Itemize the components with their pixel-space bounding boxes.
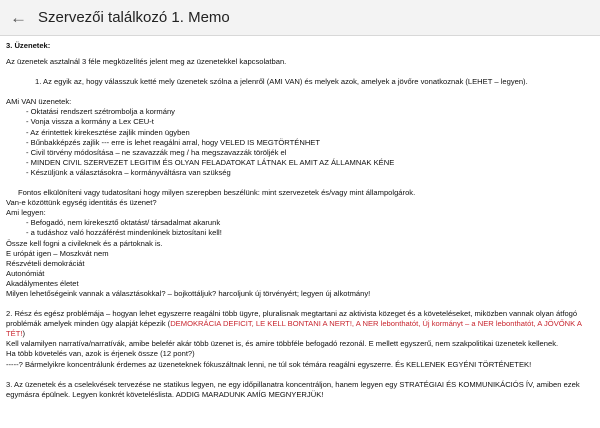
point-2-start: 2. Rész és egész problémája – hogyan lehet egyszerre reagálni több ügyre, pluralisnak megtartani az aktivista közeget és a követeléseket, miközben vannak olyan átfogó problémák amelyek minden ügy alapját képezik ( [6, 309, 578, 329]
text-line: Autonómiát [6, 268, 45, 278]
intro-text: Az üzenetek asztalnál 3 féle megközelítés jelent meg az üzenetekkel kapcsolatban. [6, 57, 287, 67]
van-e-text: Van-e közöttünk egység identitás és üzenet? [6, 198, 157, 208]
page-title: Szervezői találkozó 1. Memo [38, 9, 230, 26]
point-2-end: ) [22, 329, 25, 339]
point-2-highlight: DEMOKRÁCIA DEFICIT, LE KELL BONTANI A NERT!, A NER lebonthatót, Új kormányt – a NER lebonthatót, A JÖVŐNK A TÉT! [6, 319, 582, 339]
list-item: - Vonja vissza a kormány a Lex CEU-t [26, 117, 154, 127]
list-item: - Bűnbakképzés zajlik --- erre is lehet reagálni arral, hogy VELED IS MEGTÖRTÉNHET [26, 137, 321, 147]
memo-content [0, 36, 600, 428]
text-line: Ha több követelés van, azok is érjenek össze (12 pont?) [6, 349, 195, 359]
point-1: 1. Az egyik az, hogy válasszuk ketté mely üzenetek szólna a jelenről (AMI VAN) és melyek azok, amelyek a jövőre vonatkoznak (LEHET – legyen). [35, 77, 528, 87]
list-item: - a tudáshoz való hozzáférést mindenkinek biztosítani kell! [26, 228, 222, 238]
list-item: - Az érintettek kirekesztése zajlik minden ügyben [26, 127, 190, 137]
point-3: 3. Az üzenetek és a cselekvések tervezése ne statikus legyen, ne egy időpillanatra koncentráljon, hanem legyen egy STRATÉGIAI ÉS KOMMUNIKÁCIÓS ÍV, amiben ezek egymásra épülnek. Legyen konkrét követeléslista. ADDIG MARADUNK AMÍG MEGNYERJÜK! [6, 379, 580, 399]
text-line: Akadálymentes életet [6, 278, 79, 288]
ami-van-label: AMi VAN üzenetek: [6, 97, 72, 107]
fontos-text: Fontos elkülöníteni vagy tudatosítani hogy milyen szerepben beszélünk: mint szervezetek és/vagy mint állampolgárok. [18, 188, 416, 198]
list-item: - Oktatási rendszert szétrombolja a kormány [26, 107, 175, 117]
text-line: Milyen lehetőségeink vannak a választásokkal? – bojkottáljuk? harcoljunk új törvényért; legyen új alkotmány! [6, 288, 371, 298]
text-line: E urópát igen – Moszkvát nem [6, 248, 109, 258]
text-line: Részvételi demokráciát [6, 258, 85, 268]
list-item: - Civil törvény módosítása – ne szavazzák meg / ha megszavazzák töröljék el [26, 147, 287, 157]
text-line: -----? Bármelyikre koncentrálunk érdemes az üzeneteknek fókuszáltnak lenni, ne túl sok témára reagálni egyszerre. És KELLENEK EGYÉNI TÖRTÉNETEK! [6, 359, 532, 369]
list-item: - Befogadó, nem kirekesztő oktatást/ társadalmat akarunk [26, 218, 221, 228]
list-item: - MINDEN CIVIL SZERVEZET LEGITIM ÉS OLYAN FELADATOKAT LÁTNAK EL AMIT AZ ÁLLAMNAK KÉNE [26, 157, 395, 167]
app-header [0, 0, 600, 36]
text-line: Össze kell fogni a civileknek és a pártoknak is. [6, 238, 163, 248]
section-heading: 3. Üzenetek: [6, 41, 51, 50]
ami-legyen-label: Ami legyen: [6, 208, 46, 218]
point-2 [6, 309, 594, 339]
list-item: - Készüljünk a választásokra – kormányváltásra van szükség [26, 167, 231, 177]
text-line: Kell valamilyen narratíva/narratívák, amibe belefér akár több üzenet is, és amire többféle befogadó rezonál. E mellett egyszerű, nem szakpolitikai üzenetek kellenek. [6, 339, 559, 349]
back-arrow-icon[interactable]: ← [10, 8, 27, 27]
